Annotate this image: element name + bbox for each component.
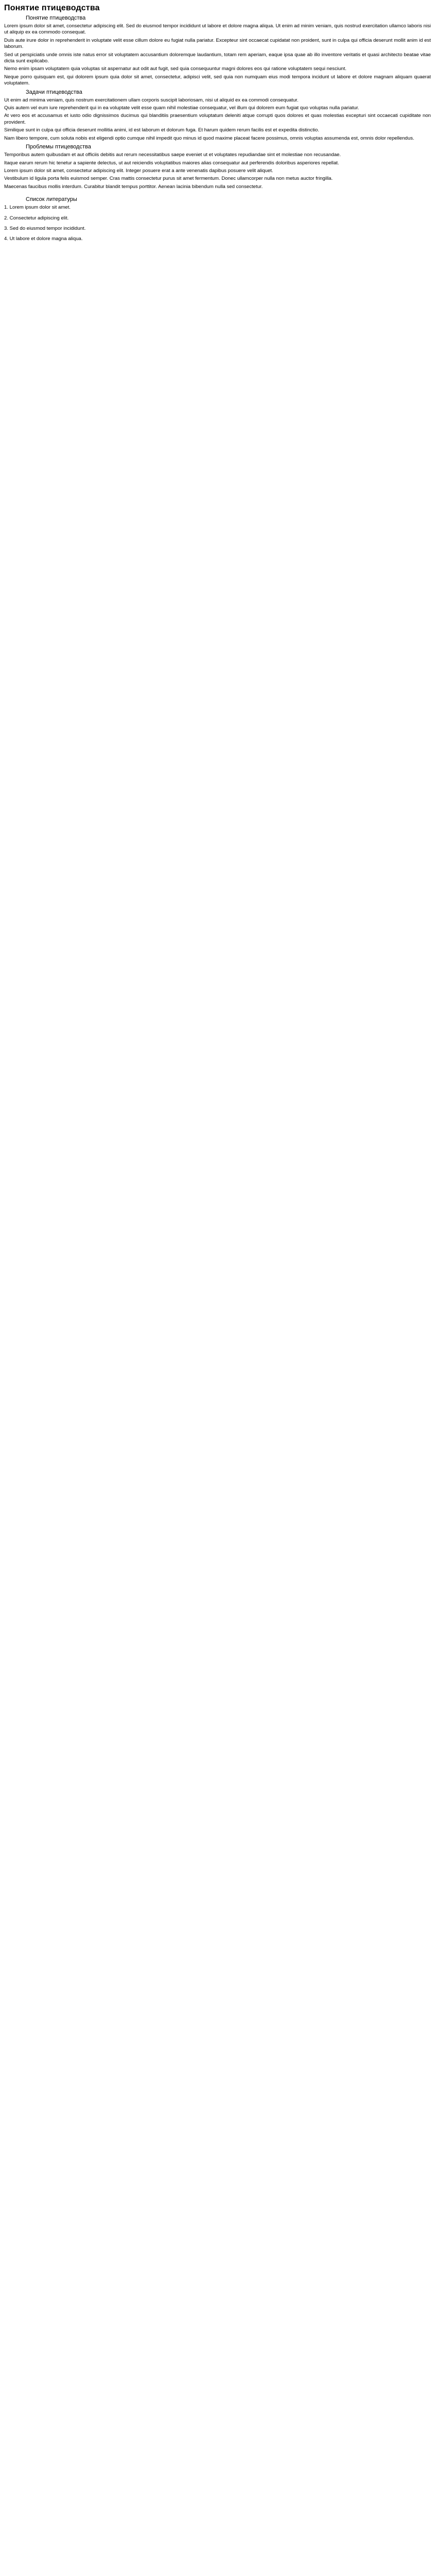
paragraph: Quis autem vel eum iure reprehenderit qui in ea voluptate velit esse quam nihil molestiae consequatur, vel illum qui dolorem eum fugiat quo voluptas nulla pariatur. [4, 105, 359, 111]
section-problems [4, 143, 431, 190]
reference-item: 4. Ut labore et dolore magna aliqua. [4, 236, 83, 242]
paragraph: Duis aute irure dolor in reprehenderit in voluptate velit esse cillum dolore eu fugiat nulla pariatur. Excepteur sint occaecat cupidatat non proident, sunt in culpa qui officia deserunt mollit anim id est laborum. [4, 37, 431, 50]
paragraph: Itaque earum rerum hic tenetur a sapiente delectus, ut aut reiciendis voluptatibus maiores alias consequatur aut perferendis doloribus asperiores repellat. [4, 160, 339, 166]
references-heading: Список литературы [26, 196, 77, 203]
section-spacer [4, 192, 431, 195]
section-tasks [4, 89, 431, 142]
page-title: Понятие птицеводства [4, 4, 100, 12]
references-list [4, 205, 431, 243]
paragraph: Nemo enim ipsam voluptatem quia voluptas sit aspernatur aut odit aut fugit, sed quia consequuntur magni dolores eos qui ratione voluptatem sequi nesciunt. [4, 66, 347, 72]
paragraph: At vero eos et accusamus et iusto odio dignissimos ducimus qui blanditiis praesentium voluptatum deleniti atque corrupti quos dolores et quas molestias excepturi sint occaecati cupiditate non provident. [4, 113, 431, 125]
paragraph: Sed ut perspiciatis unde omnis iste natus error sit voluptatem accusantium doloremque laudantium, totam rem aperiam, eaque ipsa quae ab illo inventore veritatis et quasi architecto beatae vitae dicta sunt explicabo. [4, 52, 431, 64]
section-concept [4, 14, 431, 87]
paragraph: Maecenas faucibus mollis interdum. Curabitur blandit tempus porttitor. Aenean lacinia bibendum nulla sed consectetur. [4, 183, 263, 190]
paragraph: Lorem ipsum dolor sit amet, consectetur adipiscing elit. Integer posuere erat a ante venenatis dapibus posuere velit aliquet. [4, 167, 273, 174]
section-references [4, 196, 431, 243]
section-heading: Задачи птицеводства [26, 89, 82, 95]
paragraph: Vestibulum id ligula porta felis euismod semper. Cras mattis consectetur purus sit amet fermentum. Donec ullamcorper nulla non metus auctor fringilla. [4, 176, 333, 182]
section-heading: Понятие птицеводства [26, 15, 86, 21]
paragraph: Nam libero tempore, cum soluta nobis est eligendi optio cumque nihil impedit quo minus id quod maxime placeat facere possimus, omnis voluptas assumenda est, omnis dolor repellendus. [4, 135, 414, 141]
paragraph: Neque porro quisquam est, qui dolorem ipsum quia dolor sit amet, consectetur, adipisci velit, sed quia non numquam eius modi tempora incidunt ut labore et dolore magnam aliquam quaerat voluptatem. [4, 74, 431, 87]
paragraph: Similique sunt in culpa qui officia deserunt mollitia animi, id est laborum et dolorum fuga. Et harum quidem rerum facilis est et expedita distinctio. [4, 127, 319, 133]
reference-item: 2. Consectetur adipiscing elit. [4, 215, 69, 221]
reference-item: 1. Lorem ipsum dolor sit amet. [4, 205, 71, 211]
paragraph: Lorem ipsum dolor sit amet, consectetur adipiscing elit. Sed do eiusmod tempor incididunt ut labore et dolore magna aliqua. Ut enim ad minim veniam, quis nostrud exercitation ullamco laboris nisi ut aliquip ex ea commodo consequat. [4, 23, 431, 36]
reference-item: 3. Sed do eiusmod tempor incididunt. [4, 225, 86, 231]
paragraph: Ut enim ad minima veniam, quis nostrum exercitationem ullam corporis suscipit laboriosam, nisi ut aliquid ex ea commodi consequatur. [4, 97, 299, 103]
paragraph: Temporibus autem quibusdam et aut officiis debitis aut rerum necessitatibus saepe eveniet ut et voluptates repudiandae sint et molestiae non recusandae. [4, 152, 341, 158]
section-heading: Проблемы птицеводства [26, 144, 91, 150]
document-body [4, 14, 431, 243]
